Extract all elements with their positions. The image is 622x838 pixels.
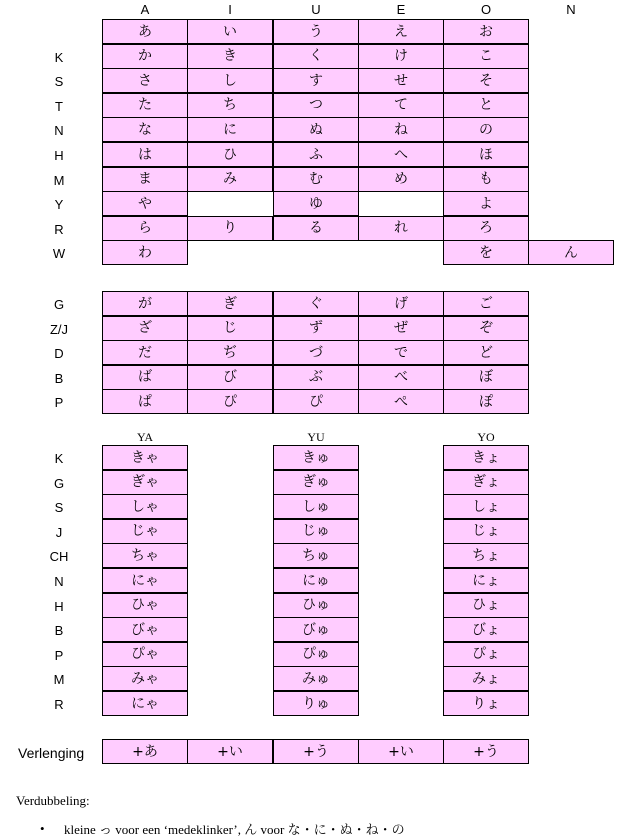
kana-cell: よ bbox=[443, 191, 529, 216]
kana-cell: ぎゃ bbox=[102, 470, 188, 495]
kana-cell: つ bbox=[273, 93, 359, 118]
kana-cell: お bbox=[443, 19, 529, 44]
kana-cell: ぼ bbox=[443, 365, 529, 390]
kana-cell: にょ bbox=[443, 568, 529, 593]
kana-cell: ぴゃ bbox=[102, 642, 188, 667]
column-header-e: E bbox=[396, 2, 406, 17]
row-label: H bbox=[54, 598, 64, 614]
row-label: R bbox=[54, 221, 64, 237]
column-header-a: A bbox=[140, 2, 150, 17]
row-label: Z/J bbox=[49, 321, 69, 337]
row-label: H bbox=[54, 148, 64, 163]
lengthening-label: Verlenging bbox=[18, 745, 85, 761]
kana-cell: びゃ bbox=[102, 617, 188, 642]
kana-cell: ぴ bbox=[273, 389, 359, 414]
kana-cell: びゅ bbox=[273, 617, 359, 642]
row-label: W bbox=[52, 246, 66, 262]
row-label: B bbox=[54, 370, 64, 386]
kana-cell: ご bbox=[443, 291, 529, 316]
kana-cell: りゅ bbox=[273, 691, 359, 716]
kana-cell: ひゅ bbox=[273, 593, 359, 618]
kana-cell: な bbox=[102, 117, 188, 142]
kana-cell: て bbox=[358, 93, 444, 118]
kana-cell: で bbox=[358, 340, 444, 365]
kana-cell: そ bbox=[443, 68, 529, 93]
lengthening-cell: +う bbox=[443, 739, 529, 764]
lengthening-cell: +う bbox=[273, 739, 359, 764]
kana-cell: ぜ bbox=[358, 316, 444, 341]
row-label: M bbox=[53, 172, 65, 188]
column-header-n: N bbox=[566, 2, 576, 17]
row-label: CH bbox=[49, 549, 69, 565]
kana-cell: と bbox=[443, 93, 529, 118]
kana-cell: ほ bbox=[443, 142, 529, 167]
kana-cell: む bbox=[273, 167, 359, 192]
kana-cell: ず bbox=[273, 316, 359, 341]
column-header-i: I bbox=[228, 2, 232, 17]
kana-cell: じょ bbox=[443, 519, 529, 544]
column-header-o: O bbox=[480, 2, 492, 17]
doubling-heading: Verdubbeling: bbox=[16, 793, 90, 808]
kana-cell: び bbox=[187, 365, 273, 390]
kana-cell: ち bbox=[187, 93, 273, 118]
kana-cell: ぎょ bbox=[443, 470, 529, 495]
row-label: P bbox=[54, 395, 64, 411]
row-label: N bbox=[54, 574, 64, 589]
kana-cell: が bbox=[102, 291, 188, 316]
bullet-icon: • bbox=[40, 821, 45, 836]
kana-cell: きゅ bbox=[273, 445, 359, 470]
row-label: P bbox=[54, 647, 64, 663]
row-label: M bbox=[53, 672, 65, 688]
row-label: G bbox=[53, 475, 65, 491]
kana-cell: ぎゅ bbox=[273, 470, 359, 495]
kana-cell: の bbox=[443, 117, 529, 142]
kana-cell: も bbox=[443, 167, 529, 192]
column-header-u: U bbox=[311, 2, 321, 17]
kana-cell: ろ bbox=[443, 216, 529, 241]
row-label: B bbox=[54, 623, 64, 639]
kana-cell: る bbox=[273, 216, 359, 241]
column-header-ya: YA bbox=[136, 430, 153, 444]
kana-cell: みゃ bbox=[102, 666, 188, 691]
lengthening-cell: +あ bbox=[102, 739, 188, 764]
kana-cell: ゆ bbox=[273, 191, 359, 216]
lengthening-cell: +い bbox=[358, 739, 444, 764]
kana-cell: ば bbox=[102, 365, 188, 390]
kana-cell: こ bbox=[443, 44, 529, 69]
column-header-yo: YO bbox=[477, 430, 495, 444]
kana-cell: ら bbox=[102, 216, 188, 241]
kana-cell: せ bbox=[358, 68, 444, 93]
kana-cell: ぬ bbox=[273, 117, 359, 142]
doubling-item: kleine っ voor een ‘medeklinker’, ん voor な・に・ぬ・ね・の bbox=[64, 822, 405, 837]
kana-cell: ぎ bbox=[187, 291, 273, 316]
kana-cell: ど bbox=[443, 340, 529, 365]
kana-cell: ぢ bbox=[187, 340, 273, 365]
row-label: T bbox=[55, 98, 63, 114]
kana-cell: ぺ bbox=[358, 389, 444, 414]
row-label: D bbox=[54, 346, 64, 362]
kana-cell: にゅ bbox=[273, 568, 359, 593]
kana-cell: や bbox=[102, 191, 188, 216]
row-label: R bbox=[54, 697, 64, 712]
row-label: S bbox=[54, 74, 64, 90]
kana-cell: びょ bbox=[443, 617, 529, 642]
kana-cell: にゃ bbox=[102, 691, 188, 716]
kana-cell: さ bbox=[102, 68, 188, 93]
row-label: K bbox=[54, 49, 64, 65]
kana-cell: きょ bbox=[443, 445, 529, 470]
kana-cell: き bbox=[187, 44, 273, 69]
kana-cell: へ bbox=[358, 142, 444, 167]
row-label: S bbox=[54, 500, 64, 516]
kana-cell: め bbox=[358, 167, 444, 192]
kana-cell: ちゃ bbox=[102, 543, 188, 568]
kana-cell: だ bbox=[102, 340, 188, 365]
kana-cell: ひゃ bbox=[102, 593, 188, 618]
kana-cell: しゃ bbox=[102, 494, 188, 519]
kana-cell: あ bbox=[102, 19, 188, 44]
kana-cell: み bbox=[187, 167, 273, 192]
kana-cell: ひょ bbox=[443, 593, 529, 618]
kana-cell: に bbox=[187, 117, 273, 142]
kana-cell: け bbox=[358, 44, 444, 69]
kana-cell: ちゅ bbox=[273, 543, 359, 568]
kana-cell: う bbox=[273, 19, 359, 44]
kana-cell: え bbox=[358, 19, 444, 44]
kana-cell: ぞ bbox=[443, 316, 529, 341]
kana-cell: ぶ bbox=[273, 365, 359, 390]
kana-cell: ふ bbox=[273, 142, 359, 167]
kana-cell: ぴょ bbox=[443, 642, 529, 667]
kana-cell: い bbox=[187, 19, 273, 44]
kana-cell: ぐ bbox=[273, 291, 359, 316]
lengthening-cell: +い bbox=[187, 739, 273, 764]
kana-cell: じゃ bbox=[102, 519, 188, 544]
row-label: Y bbox=[54, 197, 64, 213]
kana-cell: じゅ bbox=[273, 519, 359, 544]
kana-cell: みゅ bbox=[273, 666, 359, 691]
kana-cell: ま bbox=[102, 167, 188, 192]
kana-cell: を bbox=[443, 240, 529, 265]
kana-cell: ちょ bbox=[443, 543, 529, 568]
kana-cell: しょ bbox=[443, 494, 529, 519]
kana-cell: ぱ bbox=[102, 389, 188, 414]
kana-cell: く bbox=[273, 44, 359, 69]
kana-cell: ぴゅ bbox=[273, 642, 359, 667]
kana-cell: か bbox=[102, 44, 188, 69]
kana-cell: にゃ bbox=[102, 568, 188, 593]
kana-cell: は bbox=[102, 142, 188, 167]
kana-cell: ぽ bbox=[443, 389, 529, 414]
kana-cell: し bbox=[187, 68, 273, 93]
kana-cell: みょ bbox=[443, 666, 529, 691]
row-label: G bbox=[53, 297, 65, 312]
kana-cell: げ bbox=[358, 291, 444, 316]
row-label: N bbox=[54, 123, 64, 139]
kana-cell: ひ bbox=[187, 142, 273, 167]
kana-cell: れ bbox=[358, 216, 444, 241]
kana-cell: じ bbox=[187, 316, 273, 341]
kana-cell: ざ bbox=[102, 316, 188, 341]
kana-cell: しゅ bbox=[273, 494, 359, 519]
kana-cell: ぴ bbox=[187, 389, 273, 414]
column-header-yu: YU bbox=[307, 430, 325, 444]
kana-cell: ね bbox=[358, 117, 444, 142]
kana-cell: づ bbox=[273, 340, 359, 365]
kana-cell: べ bbox=[358, 365, 444, 390]
kana-cell: す bbox=[273, 68, 359, 93]
kana-cell: ん bbox=[528, 240, 614, 265]
kana-cell: きゃ bbox=[102, 445, 188, 470]
row-label: J bbox=[55, 524, 63, 540]
kana-cell: わ bbox=[102, 240, 188, 265]
kana-cell: りょ bbox=[443, 691, 529, 716]
row-label: K bbox=[54, 451, 64, 466]
kana-cell: た bbox=[102, 93, 188, 118]
kana-cell: り bbox=[187, 216, 273, 241]
